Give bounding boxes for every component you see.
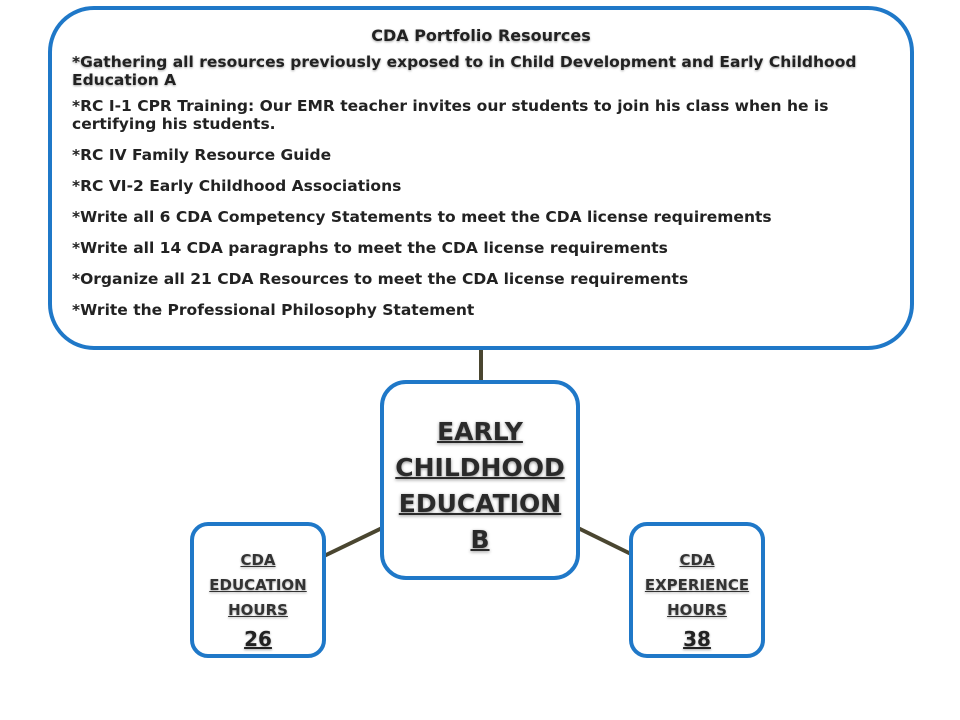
portfolio-item: *RC I-1 CPR Training: Our EMR teacher invites our students to join his class when he is certifying his students. (72, 97, 829, 133)
connector-left (324, 528, 382, 556)
education-hours-value: 26 (244, 627, 272, 651)
education-hours-label (194, 548, 322, 623)
portfolio-title: CDA Portfolio Resources (371, 26, 591, 45)
education-hours-box (190, 522, 326, 658)
education-hours-label-line: CDA (240, 551, 276, 569)
portfolio-resources-box (48, 6, 914, 350)
experience-hours-label-line: HOURS (667, 601, 727, 619)
experience-hours-label (633, 548, 761, 623)
experience-hours-label-line: CDA (679, 551, 715, 569)
portfolio-item: *RC IV Family Resource Guide (72, 146, 332, 164)
education-hours-label-line: EDUCATION (209, 576, 307, 594)
portfolio-item: *Write all 6 CDA Competency Statements to meet the CDA license requirements (72, 208, 772, 226)
center-course-box (380, 380, 580, 580)
portfolio-item: *RC VI-2 Early Childhood Associations (72, 177, 402, 195)
center-course-title: EARLY CHILDHOOD EDUCATION B (395, 417, 565, 554)
experience-hours-label-line: EXPERIENCE (644, 576, 750, 594)
connector-right (578, 528, 631, 554)
portfolio-item: *Write all 14 CDA paragraphs to meet the CDA license requirements (72, 239, 668, 257)
portfolio-item: *Organize all 21 CDA Resources to meet the CDA license requirements (72, 270, 689, 288)
experience-hours-value: 38 (683, 627, 711, 651)
portfolio-item: *Write the Professional Philosophy Statement (72, 301, 475, 319)
portfolio-item: *Gathering all resources previously exposed to in Child Development and Early Childhood Education A (72, 53, 857, 89)
education-hours-label-line: HOURS (228, 601, 288, 619)
experience-hours-box (629, 522, 765, 658)
